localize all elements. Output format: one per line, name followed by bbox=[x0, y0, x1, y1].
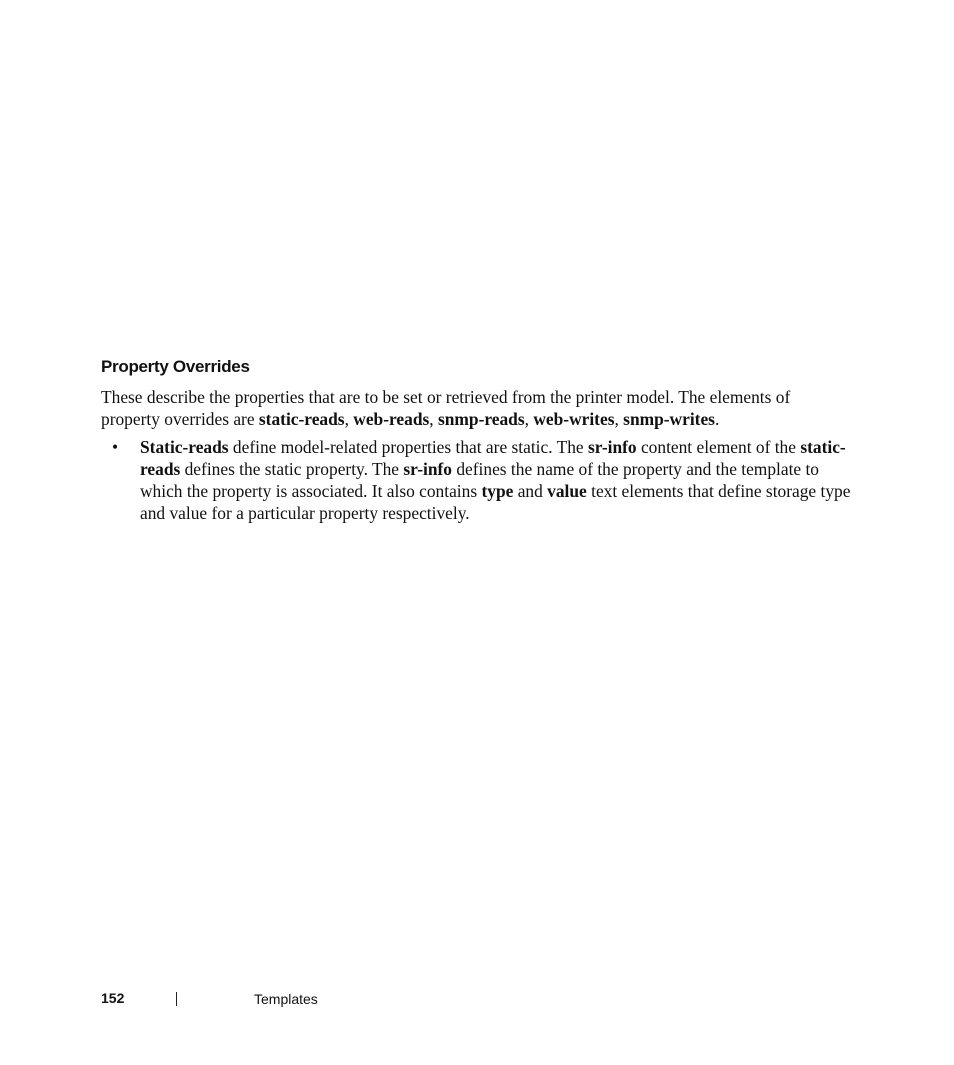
page-number: 152 bbox=[101, 990, 125, 1006]
term-value: value bbox=[547, 481, 587, 501]
bullet-text: content element of the bbox=[636, 437, 801, 457]
bullet-text: and bbox=[513, 481, 548, 501]
term-web-writes: web-writes bbox=[533, 409, 615, 429]
term-type: type bbox=[481, 481, 514, 501]
list-item bbox=[101, 436, 851, 524]
separator: , bbox=[344, 409, 354, 429]
term-static-reads-bold: Static-reads bbox=[140, 437, 229, 457]
bullet-icon: • bbox=[112, 437, 119, 457]
term-snmp-reads: snmp-reads bbox=[437, 409, 525, 429]
section-heading: Property Overrides bbox=[101, 357, 250, 376]
term-web-reads: web-reads bbox=[353, 409, 430, 429]
term-sr-info: sr-info bbox=[403, 459, 452, 479]
term-static-reads: static-reads bbox=[140, 437, 846, 479]
bullet-text: text elements that define storage type and value for a particular property respectively. bbox=[140, 481, 851, 523]
term-static-reads: static-reads bbox=[258, 409, 345, 429]
intro-text: These describe the properties that are to be set or retrieved from the printer model. The elements of property overrides are bbox=[101, 387, 791, 429]
bullet-text: defines the static property. The bbox=[180, 459, 404, 479]
separator: , bbox=[429, 409, 438, 429]
term-snmp-writes: snmp-writes bbox=[623, 409, 715, 429]
bullet-text: define model-related properties that are static. The bbox=[228, 437, 588, 457]
separator: , bbox=[524, 409, 534, 429]
bullet-list bbox=[101, 436, 851, 524]
intro-end: . bbox=[714, 409, 720, 429]
bullet-text: defines the name of the property and the template to which the property is associated. It also contains bbox=[140, 459, 820, 501]
separator: , bbox=[614, 409, 624, 429]
term-sr-info: sr-info bbox=[587, 437, 637, 457]
footer-divider bbox=[176, 992, 177, 1006]
intro-paragraph bbox=[101, 386, 851, 430]
footer-section-title: Templates bbox=[254, 991, 318, 1007]
